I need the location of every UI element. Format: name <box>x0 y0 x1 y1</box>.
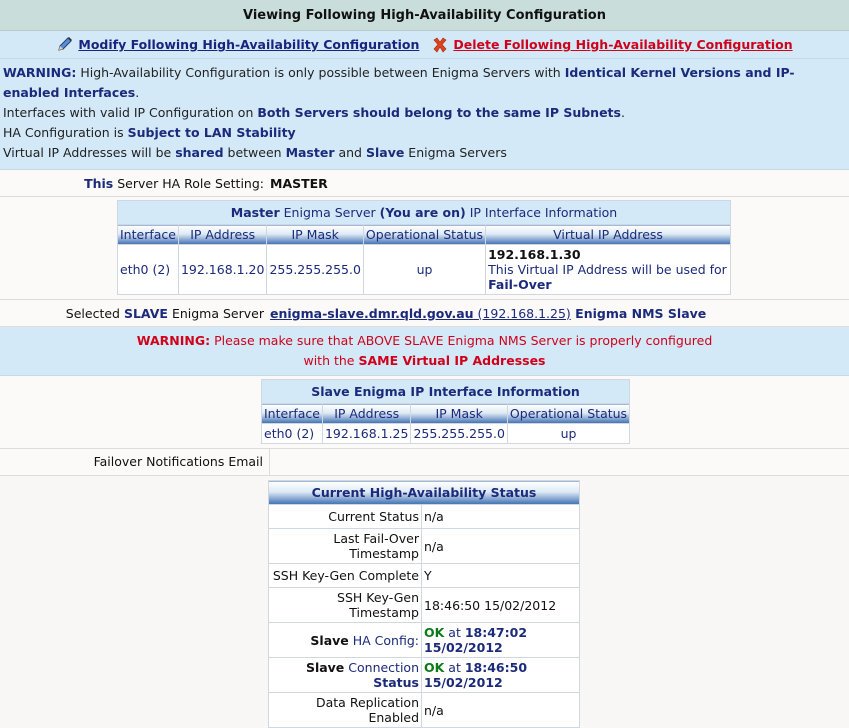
table-row: SSH Key-Gen Timestamp 18:46:50 15/02/2012 <box>269 588 580 623</box>
ha-status-table <box>268 480 580 728</box>
cell-status: up <box>507 424 629 444</box>
pencil-icon <box>56 36 74 54</box>
col-operational-status: Operational Status <box>507 404 629 424</box>
warning-line-1: WARNING: High-Availability Configuration is only possible between Enigma Servers with Identical Kernel Versions and IP-enabled Interfaces. <box>3 65 795 100</box>
ha-role-label: This Server HA Role Setting: <box>84 175 264 191</box>
cell-mask: 255.255.255.0 <box>267 245 363 295</box>
warning-line-4: Virtual IP Addresses will be shared between Master and Slave Enigma Servers <box>3 145 507 160</box>
slave-table-title: Slave Enigma IP Interface Information <box>262 380 630 404</box>
master-interface-table <box>117 200 731 295</box>
cell-mask: 255.255.255.0 <box>411 424 507 444</box>
cell-ip: 192.168.1.25 <box>322 424 411 444</box>
slave-select-value: enigma-slave.dmr.qld.gov.au (192.168.1.25) Enigma NMS Slave <box>270 305 707 321</box>
cell-status: up <box>363 245 485 295</box>
master-table-title: Master Enigma Server (You are on) IP Interface Information <box>118 201 731 225</box>
page-title: Viewing Following High-Availability Configuration <box>0 0 849 31</box>
table-row: Slave HA Config: OK at 18:47:02 15/02/2012 <box>269 623 580 658</box>
col-ip-address: IP Address <box>178 225 267 245</box>
warning-line-2: Interfaces with valid IP Configuration on Both Servers should belong to the same IP Subnets. <box>3 105 625 120</box>
modify-ha-config-link[interactable] <box>56 36 419 54</box>
cell-ip: 192.168.1.20 <box>178 245 267 295</box>
master-section <box>0 197 849 300</box>
cell-iface: eth0 (2) <box>262 424 323 444</box>
col-virtual-ip: Virtual IP Address <box>486 225 731 245</box>
delete-ha-config-link[interactable] <box>431 36 792 54</box>
slave-section <box>0 376 849 449</box>
failover-email-row <box>0 449 849 476</box>
status-section <box>0 476 849 728</box>
table-row: Data Replication Enabled n/a <box>269 693 580 728</box>
table-row: Slave Connection Status OK at 18:46:50 15/02/2012 <box>269 658 580 693</box>
slave-select-row <box>0 300 849 327</box>
table-row <box>262 424 630 444</box>
col-interface: Interface <box>118 225 179 245</box>
ha-role-row <box>0 170 849 197</box>
table-row: SSH Key-Gen Complete Y <box>269 564 580 588</box>
modify-ha-config-label: Modify Following High-Availability Configuration <box>78 37 420 52</box>
action-bar <box>0 31 849 59</box>
status-table-title: Current High-Availability Status <box>269 481 580 505</box>
table-row: Current Status n/a <box>269 505 580 529</box>
col-ip-mask: IP Mask <box>411 404 507 424</box>
ha-role-value: MASTER <box>270 175 328 191</box>
cell-vip: 192.168.1.30 This Virtual IP Address will be used for Fail-Over <box>486 245 731 295</box>
col-ip-address: IP Address <box>322 404 411 424</box>
slave-host-link[interactable]: enigma-slave.dmr.qld.gov.au (192.168.1.25) <box>270 305 571 321</box>
cell-iface: eth0 (2) <box>118 245 179 295</box>
col-operational-status: Operational Status <box>363 225 485 245</box>
slave-select-label: Selected SLAVE Enigma Server <box>65 305 264 321</box>
ha-warning-box <box>0 59 849 170</box>
table-row <box>118 245 731 295</box>
table-row: Last Fail-Over Timestamp n/a <box>269 529 580 564</box>
col-ip-mask: IP Mask <box>267 225 363 245</box>
delete-x-icon <box>431 36 449 54</box>
failover-email-label: Failover Notifications Email <box>0 449 270 475</box>
warning-line-3: HA Configuration is Subject to LAN Stability <box>3 125 296 140</box>
slave-warning-box: WARNING: Please make sure that ABOVE SLAVE Enigma NMS Server is properly configured with the SAME Virtual IP Addresses <box>0 327 849 376</box>
col-interface: Interface <box>262 404 323 424</box>
slave-interface-table <box>261 379 630 444</box>
delete-ha-config-label: Delete Following High-Availability Configuration <box>453 37 793 52</box>
